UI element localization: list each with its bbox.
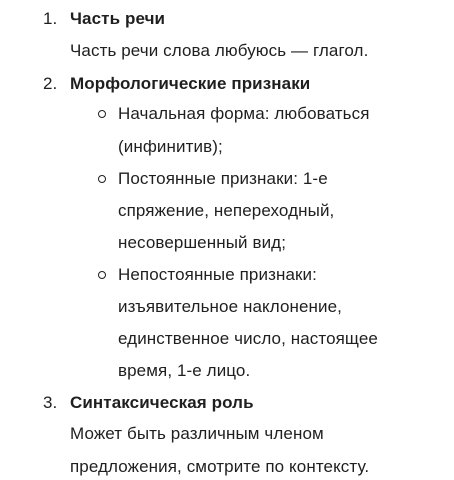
- bullet-circle-icon: [98, 110, 106, 118]
- section-text-line: Может быть различным членом: [70, 424, 324, 443]
- section-text-line: Часть речи слова любуюсь — глагол.: [70, 41, 369, 60]
- bullet-text-line: Начальная форма: любоваться: [118, 104, 370, 123]
- bullet-text-line: Непостоянные признаки:: [118, 265, 317, 284]
- bullet-text-line: единственное число, настоящее: [118, 329, 378, 348]
- bullet-text-line: несовершенный вид;: [118, 233, 287, 252]
- bullet-text-line: изъявительное наклонение,: [118, 297, 342, 316]
- section-heading: Синтаксическая роль: [70, 393, 254, 412]
- list-number: 2.: [43, 74, 58, 93]
- bullet-text-line: Постоянные признаки: 1-е: [118, 169, 328, 188]
- bullet-text-line: время, 1-е лицо.: [118, 361, 251, 380]
- bullet-circle-icon: [98, 175, 106, 183]
- list-number: 1.: [43, 9, 58, 28]
- section-text-line: предложения, смотрите по контексту.: [70, 457, 370, 476]
- bullet-text-line: (инфинитив);: [118, 137, 223, 156]
- bullet-text-line: спряжение, непереходный,: [118, 201, 335, 220]
- section-heading: Морфологические признаки: [70, 74, 311, 93]
- list-number: 3.: [43, 393, 58, 412]
- section-heading: Часть речи: [70, 9, 166, 28]
- bullet-circle-icon: [98, 271, 106, 279]
